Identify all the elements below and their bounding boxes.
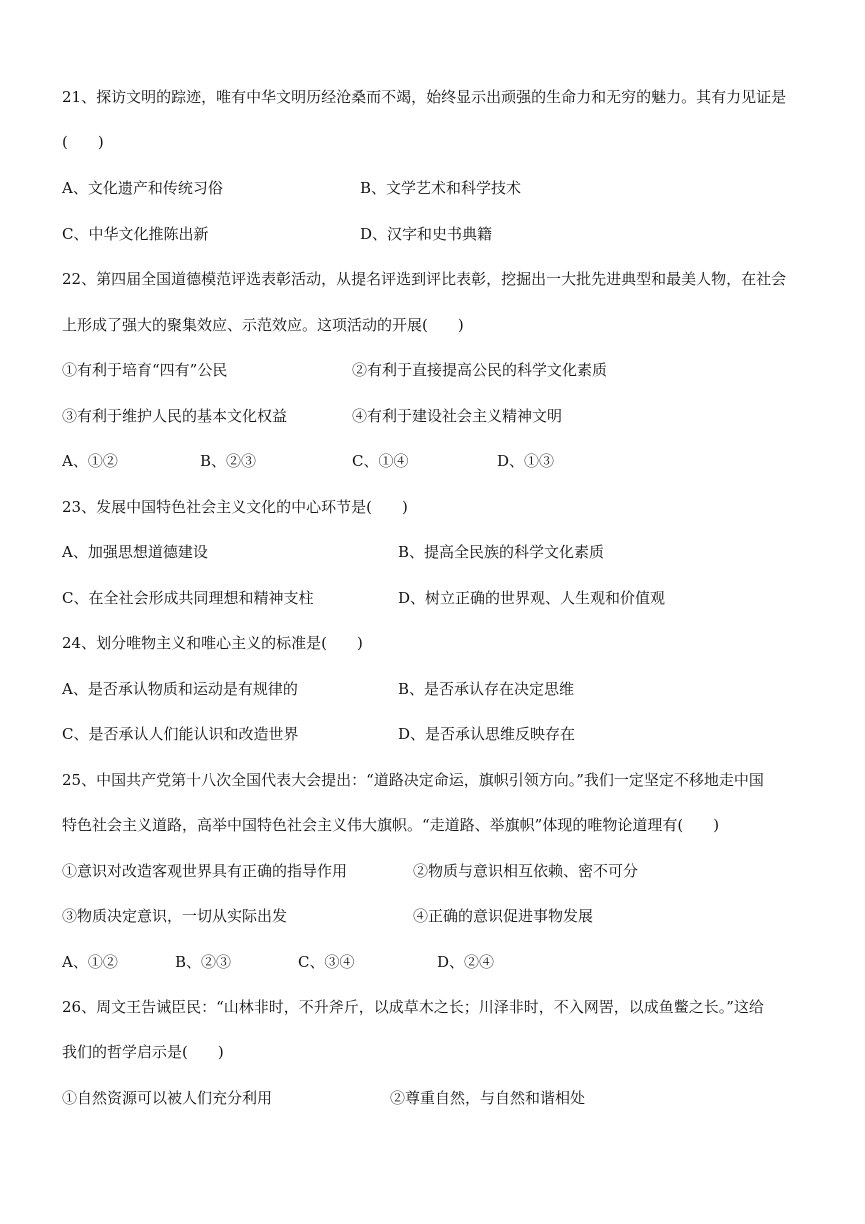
q26-stem-line2: 我们的哲学启示是( ) — [62, 1043, 224, 1061]
q21-option-c: C、中华文化推陈出新 — [62, 225, 209, 243]
q22-option-b: B、②③ — [200, 452, 257, 470]
q22-statement-2: ②有利于直接提高公民的科学文化素质 — [352, 361, 608, 379]
q25-stem-line1: 25、中国共产党第十八次全国代表大会提出：“道路决定命运，旗帜引领方向。”我们一定坚定不移地走中国 — [62, 771, 764, 789]
q24-option-c: C、是否承认人们能认识和改造世界 — [62, 725, 299, 743]
q23-option-d: D、树立正确的世界观、人生观和价值观 — [398, 589, 666, 607]
q26-stem-line1: 26、周文王告诫臣民：“山林非时，不升斧斤，以成草木之长；川泽非时，不入网罟，以成鱼鳖之长。”这给 — [62, 998, 764, 1016]
q21-option-b: B、文学艺术和科学技术 — [360, 179, 522, 197]
q25-option-d: D、②④ — [437, 953, 495, 971]
q24-option-d: D、是否承认思维反映存在 — [398, 725, 576, 743]
q22-option-c: C、①④ — [352, 452, 409, 470]
q22-statement-1: ①有利于培育“四有”公民 — [62, 361, 228, 379]
q23-option-a: A、加强思想道德建设 — [62, 543, 208, 561]
q26-statement-2: ②尊重自然，与自然和谐相处 — [390, 1089, 586, 1107]
q22-stem-line1: 22、第四届全国道德模范评选表彰活动，从提名评选到评比表彰，挖掘出一大批先进典型和最美人物，在社会 — [62, 270, 787, 288]
q22-stem-line2: 上形成了强大的聚集效应、示范效应。这项活动的开展( ) — [62, 316, 464, 334]
q21-stem-line2: ( ) — [62, 133, 104, 151]
q25-statement-2: ②物质与意识相互依赖、密不可分 — [413, 862, 639, 880]
q25-option-b: B、②③ — [175, 953, 232, 971]
q22-option-d: D、①③ — [497, 452, 555, 470]
q25-stem-line2: 特色社会主义道路，高举中国特色社会主义伟大旗帜。“走道路、举旗帜”体现的唯物论道理有( ) — [62, 816, 720, 834]
q22-statement-3: ③有利于维护人民的基本文化权益 — [62, 407, 288, 425]
q24-stem: 24、划分唯物主义和唯心主义的标准是( ) — [62, 634, 363, 652]
q24-option-b: B、是否承认存在决定思维 — [398, 680, 575, 698]
q25-statement-4: ④正确的意识促进事物发展 — [413, 907, 594, 925]
q21-stem-line1: 21、探访文明的踪迹，唯有中华文明历经沧桑而不竭，始终显示出顽强的生命力和无穷的魅力。其有力见证是 — [62, 88, 787, 106]
q21-option-a: A、文化遗产和传统习俗 — [62, 179, 223, 197]
q21-option-d: D、汉字和史书典籍 — [360, 225, 493, 243]
q22-statement-4: ④有利于建设社会主义精神文明 — [352, 407, 563, 425]
q22-option-a: A、①② — [62, 452, 118, 470]
q23-option-c: C、在全社会形成共同理想和精神支柱 — [62, 589, 314, 607]
q23-stem: 23、发展中国特色社会主义文化的中心环节是( ) — [62, 498, 408, 516]
q25-option-a: A、①② — [62, 953, 118, 971]
q23-option-b: B、提高全民族的科学文化素质 — [398, 543, 605, 561]
q25-statement-1: ①意识对改造客观世界具有正确的指导作用 — [62, 862, 348, 880]
q26-statement-1: ①自然资源可以被人们充分利用 — [62, 1089, 273, 1107]
q24-option-a: A、是否承认物质和运动是有规律的 — [62, 680, 298, 698]
q25-statement-3: ③物质决定意识，一切从实际出发 — [62, 907, 288, 925]
q25-option-c: C、③④ — [298, 953, 355, 971]
